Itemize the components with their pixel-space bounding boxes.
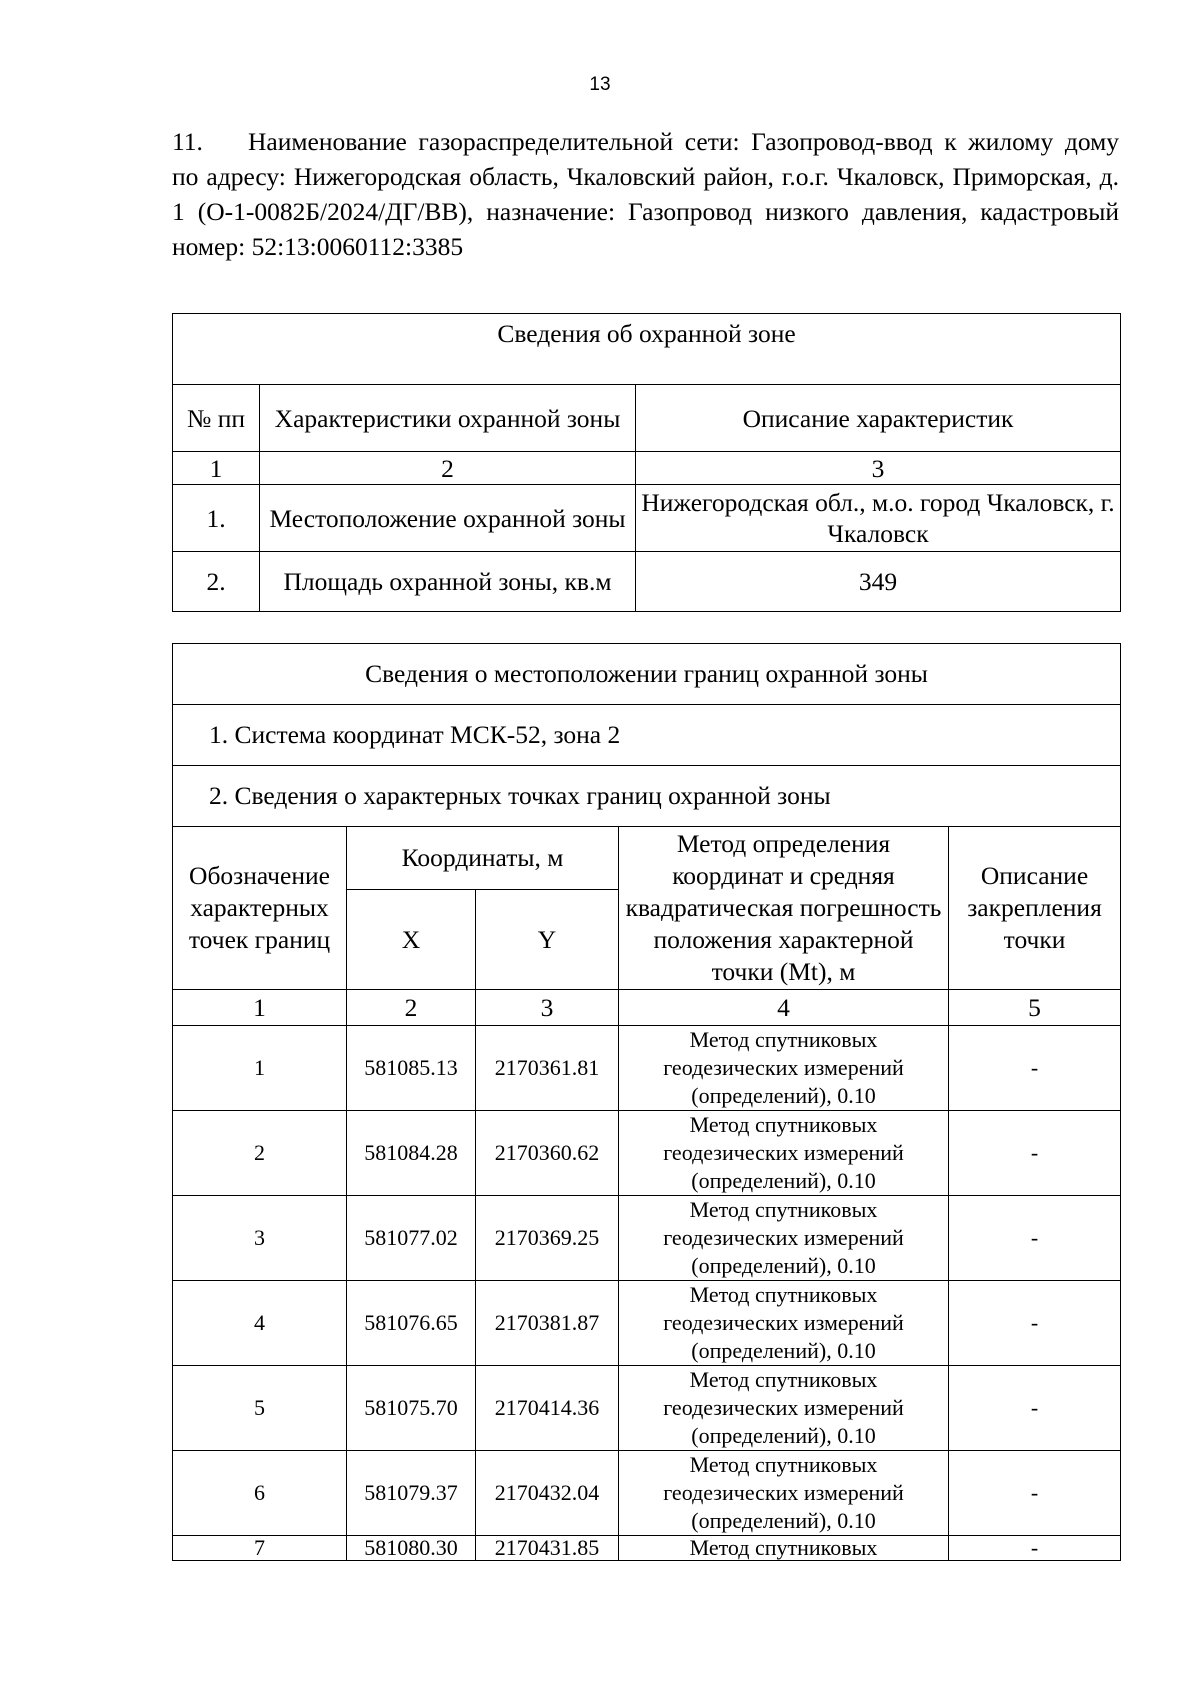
point-fixing: - <box>949 1196 1121 1281</box>
point-fixing: - <box>949 1366 1121 1451</box>
point-method: Метод спутниковых геодезических измерений (определений), 0.10 <box>619 1281 949 1366</box>
point-y: 2170369.25 <box>476 1196 619 1281</box>
zone-info-title: Сведения об охранной зоне <box>173 314 1121 385</box>
point-y: 2170431.85 <box>476 1536 619 1561</box>
point-x: 581075.70 <box>347 1366 476 1451</box>
index-cell: 1 <box>173 990 347 1026</box>
point-method: Метод спутниковых геодезических измерений (определений), 0.10 <box>619 1111 949 1196</box>
zone-info-table <box>172 313 1121 612</box>
index-cell: 2 <box>347 990 476 1026</box>
row-name: Местоположение охранной зоны <box>260 485 636 552</box>
row-value: Нижегородская обл., м.о. город Чкаловск, г. Чкаловск <box>636 485 1121 552</box>
table-row <box>173 1451 1121 1536</box>
point-id: 5 <box>173 1366 347 1451</box>
point-id: 4 <box>173 1281 347 1366</box>
point-method: Метод спутниковых геодезических измерений (определений), 0.10 <box>619 1196 949 1281</box>
point-y: 2170414.36 <box>476 1366 619 1451</box>
point-id: 2 <box>173 1111 347 1196</box>
header-fixing: Описание закрепления точки <box>949 827 1121 990</box>
point-y: 2170361.81 <box>476 1026 619 1111</box>
header-designation: Обозначение характерных точек границ <box>173 827 347 990</box>
index-cell: 5 <box>949 990 1121 1026</box>
header-y: Y <box>476 890 619 990</box>
point-id: 3 <box>173 1196 347 1281</box>
point-fixing: - <box>949 1026 1121 1111</box>
header-characteristics: Характеристики охранной зоны <box>260 385 636 452</box>
point-x: 581084.28 <box>347 1111 476 1196</box>
point-x: 581079.37 <box>347 1451 476 1536</box>
coordinate-system: 1. Система координат МСК-52, зона 2 <box>173 705 1121 766</box>
point-fixing: - <box>949 1111 1121 1196</box>
table-row <box>173 1366 1121 1451</box>
point-x: 581085.13 <box>347 1026 476 1111</box>
index-cell: 2 <box>260 452 636 485</box>
point-y: 2170381.87 <box>476 1281 619 1366</box>
section-number: 11. <box>172 127 203 156</box>
header-method: Метод определения координат и средняя квадратическая погрешность положения характерной точки (Mt), м <box>619 827 949 990</box>
header-description: Описание характеристик <box>636 385 1121 452</box>
header-coordinates: Координаты, м <box>347 827 619 890</box>
page-number: 13 <box>589 74 611 95</box>
table-row <box>173 1111 1121 1196</box>
row-number: 1. <box>173 485 260 552</box>
point-x: 581077.02 <box>347 1196 476 1281</box>
points-title: 2. Сведения о характерных точках границ охранной зоны <box>173 766 1121 827</box>
table-row <box>173 1536 1121 1561</box>
row-number: 2. <box>173 552 260 612</box>
index-cell: 3 <box>636 452 1121 485</box>
boundary-title: Сведения о местоположении границ охранной зоны <box>173 644 1121 705</box>
index-cell: 1 <box>173 452 260 485</box>
point-y: 2170360.62 <box>476 1111 619 1196</box>
table-row <box>173 1281 1121 1366</box>
point-id: 6 <box>173 1451 347 1536</box>
point-x: 581080.30 <box>347 1536 476 1561</box>
table-row <box>173 1026 1121 1111</box>
point-fixing: - <box>949 1281 1121 1366</box>
boundary-table <box>172 643 1121 1561</box>
point-fixing: - <box>949 1451 1121 1536</box>
point-id: 7 <box>173 1536 347 1561</box>
section-heading <box>172 124 1119 264</box>
point-fixing: - <box>949 1536 1121 1561</box>
table-row <box>173 1196 1121 1281</box>
point-x: 581076.65 <box>347 1281 476 1366</box>
point-method: Метод спутниковых геодезических измерений (определений), 0.10 <box>619 1366 949 1451</box>
point-method: Метод спутниковых <box>619 1536 949 1561</box>
index-cell: 4 <box>619 990 949 1026</box>
header-x: X <box>347 890 476 990</box>
row-value: 349 <box>636 552 1121 612</box>
point-y: 2170432.04 <box>476 1451 619 1536</box>
point-id: 1 <box>173 1026 347 1111</box>
row-name: Площадь охранной зоны, кв.м <box>260 552 636 612</box>
point-method: Метод спутниковых геодезических измерений (определений), 0.10 <box>619 1026 949 1111</box>
header-no: № пп <box>173 385 260 452</box>
section-text: Наименование газораспределительной сети: Газопровод-ввод к жилому дому по адресу: Нижегородская область, Чкаловский район, г.о.г. Чкаловск, Приморская, д. 1 (О-1-0082Б/2024/ДГ/ВВ), назначение: Газопровод низкого давления, кадастровый номер: 52:13:0060112:3385 <box>172 127 1119 261</box>
point-method: Метод спутниковых геодезических измерений (определений), 0.10 <box>619 1451 949 1536</box>
index-cell: 3 <box>476 990 619 1026</box>
